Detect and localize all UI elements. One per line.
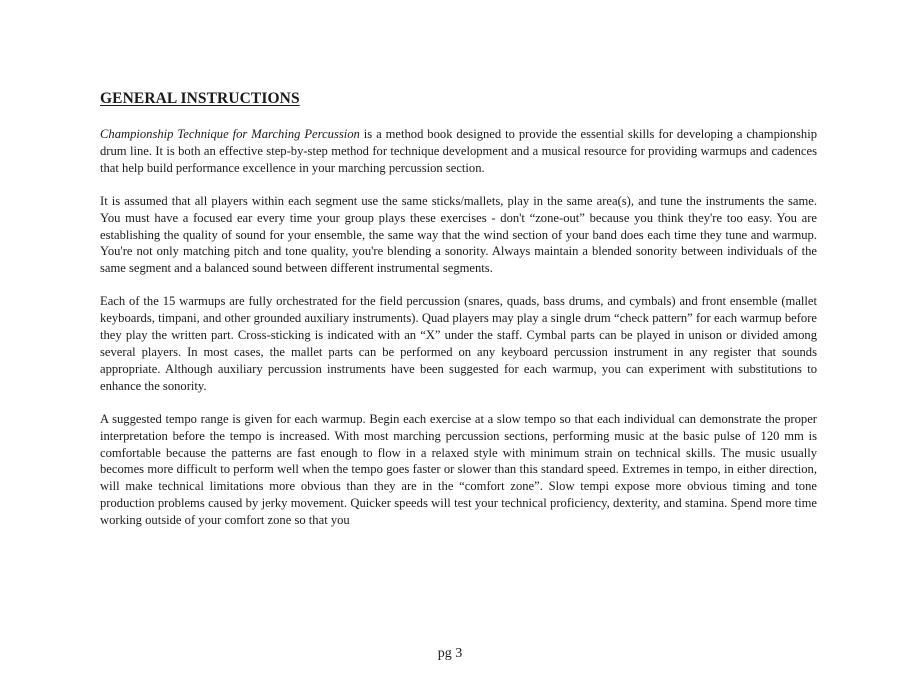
paragraph-sound: It is assumed that all players within each segment use the same sticks/mallets, play in the same area(s), and tune the instruments the same. You must have a focused ear every time your group plays these exercises - don't “zone-out” because you think they're too easy. You are establishing the quality of sound for your ensemble, the same way that the wind section of your band does each time they tune and warmup. You're not only matching pitch and tone quality, you're blending a sonority. Always maintain a blended sonority between individuals of the same segment and a balanced sound between different instrumental segments. [100, 193, 817, 276]
page-number: pg 3 [437, 646, 463, 661]
paragraph-intro-text: is a method book designed to provide the essential skills for developing a championship drum line. It is both an effective step-by-step method for technique development and a musical resource for providing warmups and cadences that help build performance excellence in your marching percussion section. [100, 127, 817, 175]
paragraph-orchestration: Each of the 15 warmups are fully orchestrated for the field percussion (snares, quads, bass drums, and cymbals) and front ensemble (mallet keyboards, timpani, and other grounded auxiliary instruments). Quad players may play a single drum “check pattern” for each warmup before they play the written part. Cross-sticking is indicated with an “X” under the staff. Cymbal parts can be played in unison or divided among several players. In most cases, the mallet parts can be performed on any keyboard percussion instrument in any register that sounds appropriate. Although auxiliary percussion instruments have been suggested for each warmup, you can experiment with substitutions to enhance the sonority. [100, 294, 817, 393]
book-title: Championship Technique for Marching Percussion [100, 127, 360, 141]
page-content [100, 90, 817, 545]
section-heading: GENERAL INSTRUCTIONS [100, 90, 300, 107]
paragraph-tempo: A suggested tempo range is given for each warmup. Begin each exercise at a slow tempo so that each individual can demonstrate the proper interpretation before the tempo is increased. With most marching percussion sections, performing music at the basic pulse of 120 mm is comfortable because the patterns are fast enough to flow in a relaxed style with minimum strain on technical skills. The music usually becomes more difficult to perform well when the tempo goes faster or slower than this standard speed. Extremes in tempo, in either direction, will make technical limitations more obvious than they are in the “comfort zone”. Slow tempi expose more obvious timing and tone production problems caused by jerky movement. Quicker speeds will test your technical proficiency, dexterity, and stamina. Spend more time working outside of your comfort zone so that you [100, 411, 817, 528]
paragraph-intro [100, 126, 817, 177]
